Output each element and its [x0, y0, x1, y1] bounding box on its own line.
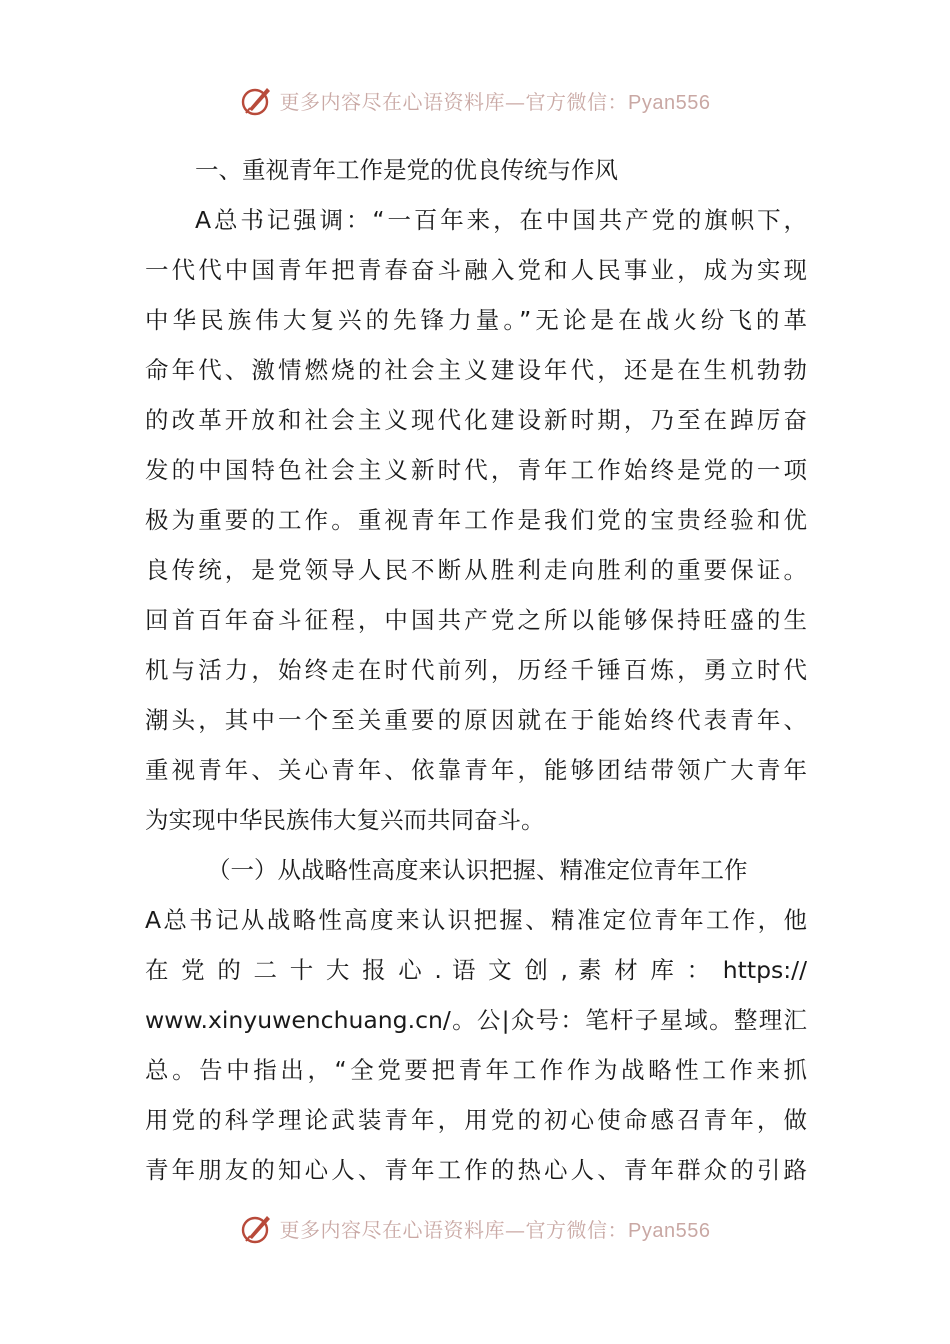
watermark-text: 更多内容尽在心语资料库—官方微信：Pyan556 — [279, 1217, 711, 1242]
paragraph-line: 极为重要的工作。重视青年工作是我们党的宝贵经验和优 — [145, 506, 807, 534]
paragraph-line: 中华民族伟大复兴的先锋力量。”无论是在战火纷飞的革 — [145, 306, 807, 334]
paragraph-line: 在 党 的 二 十 大 报 心 . 语 文 创 , 素 材 库 ： https:// — [145, 956, 807, 984]
watermark-banner-top — [0, 80, 950, 120]
paragraph-line: 的改革开放和社会主义现代化建设新时期，乃至在踔厉奋 — [145, 406, 807, 434]
paragraph-line: 潮头，其中一个至关重要的原因就在于能始终代表青年、 — [145, 706, 807, 734]
paragraph-line: A总书记强调：“一百年来，在中国共产党的旗帜下， — [195, 206, 807, 234]
paragraph-line: 青年朋友的知心人、青年工作的热心人、青年群众的引路 — [145, 1156, 807, 1184]
document-body — [145, 145, 807, 1195]
quill-logo-icon — [240, 1211, 274, 1245]
paragraph-line: A总书记从战略性高度来认识把握、精准定位青年工作，他 — [145, 906, 807, 934]
paragraph-line: 良传统，是党领导人民不断从胜利走向胜利的重要保证。 — [145, 556, 807, 584]
section-heading: 一、重视青年工作是党的优良传统与作风 — [195, 156, 618, 184]
paragraph-line: 一代代中国青年把青春奋斗融入党和人民事业，成为实现 — [145, 256, 807, 284]
watermark-banner-bottom — [0, 1208, 950, 1248]
paragraph-line: 发的中国特色社会主义新时代，青年工作始终是党的一项 — [145, 456, 807, 484]
paragraph-line: 用党的科学理论武装青年，用党的初心使命感召青年，做 — [145, 1106, 807, 1134]
paragraph-line: www.xinyuwenchuang.cn/。公|众号：笔杆子星域。整理汇 — [145, 1006, 807, 1034]
quill-logo-icon — [240, 83, 274, 117]
paragraph-line: 重视青年、关心青年、依靠青年，能够团结带领广大青年 — [145, 756, 807, 784]
paragraph-line: 机与活力，始终走在时代前列，历经千锤百炼，勇立时代 — [145, 656, 807, 684]
paragraph-line: 命年代、激情燃烧的社会主义建设年代，还是在生机勃勃 — [145, 356, 807, 384]
subsection-heading: （一）从战略性高度来认识把握、精准定位青年工作 — [207, 856, 748, 884]
paragraph-line: 回首百年奋斗征程，中国共产党之所以能够保持旺盛的生 — [145, 606, 807, 634]
paragraph-line: 总。告中指出，“全党要把青年工作作为战略性工作来抓 — [145, 1056, 807, 1084]
paragraph-line: 为实现中华民族伟大复兴而共同奋斗。 — [145, 806, 545, 834]
watermark-text: 更多内容尽在心语资料库—官方微信：Pyan556 — [279, 89, 711, 114]
